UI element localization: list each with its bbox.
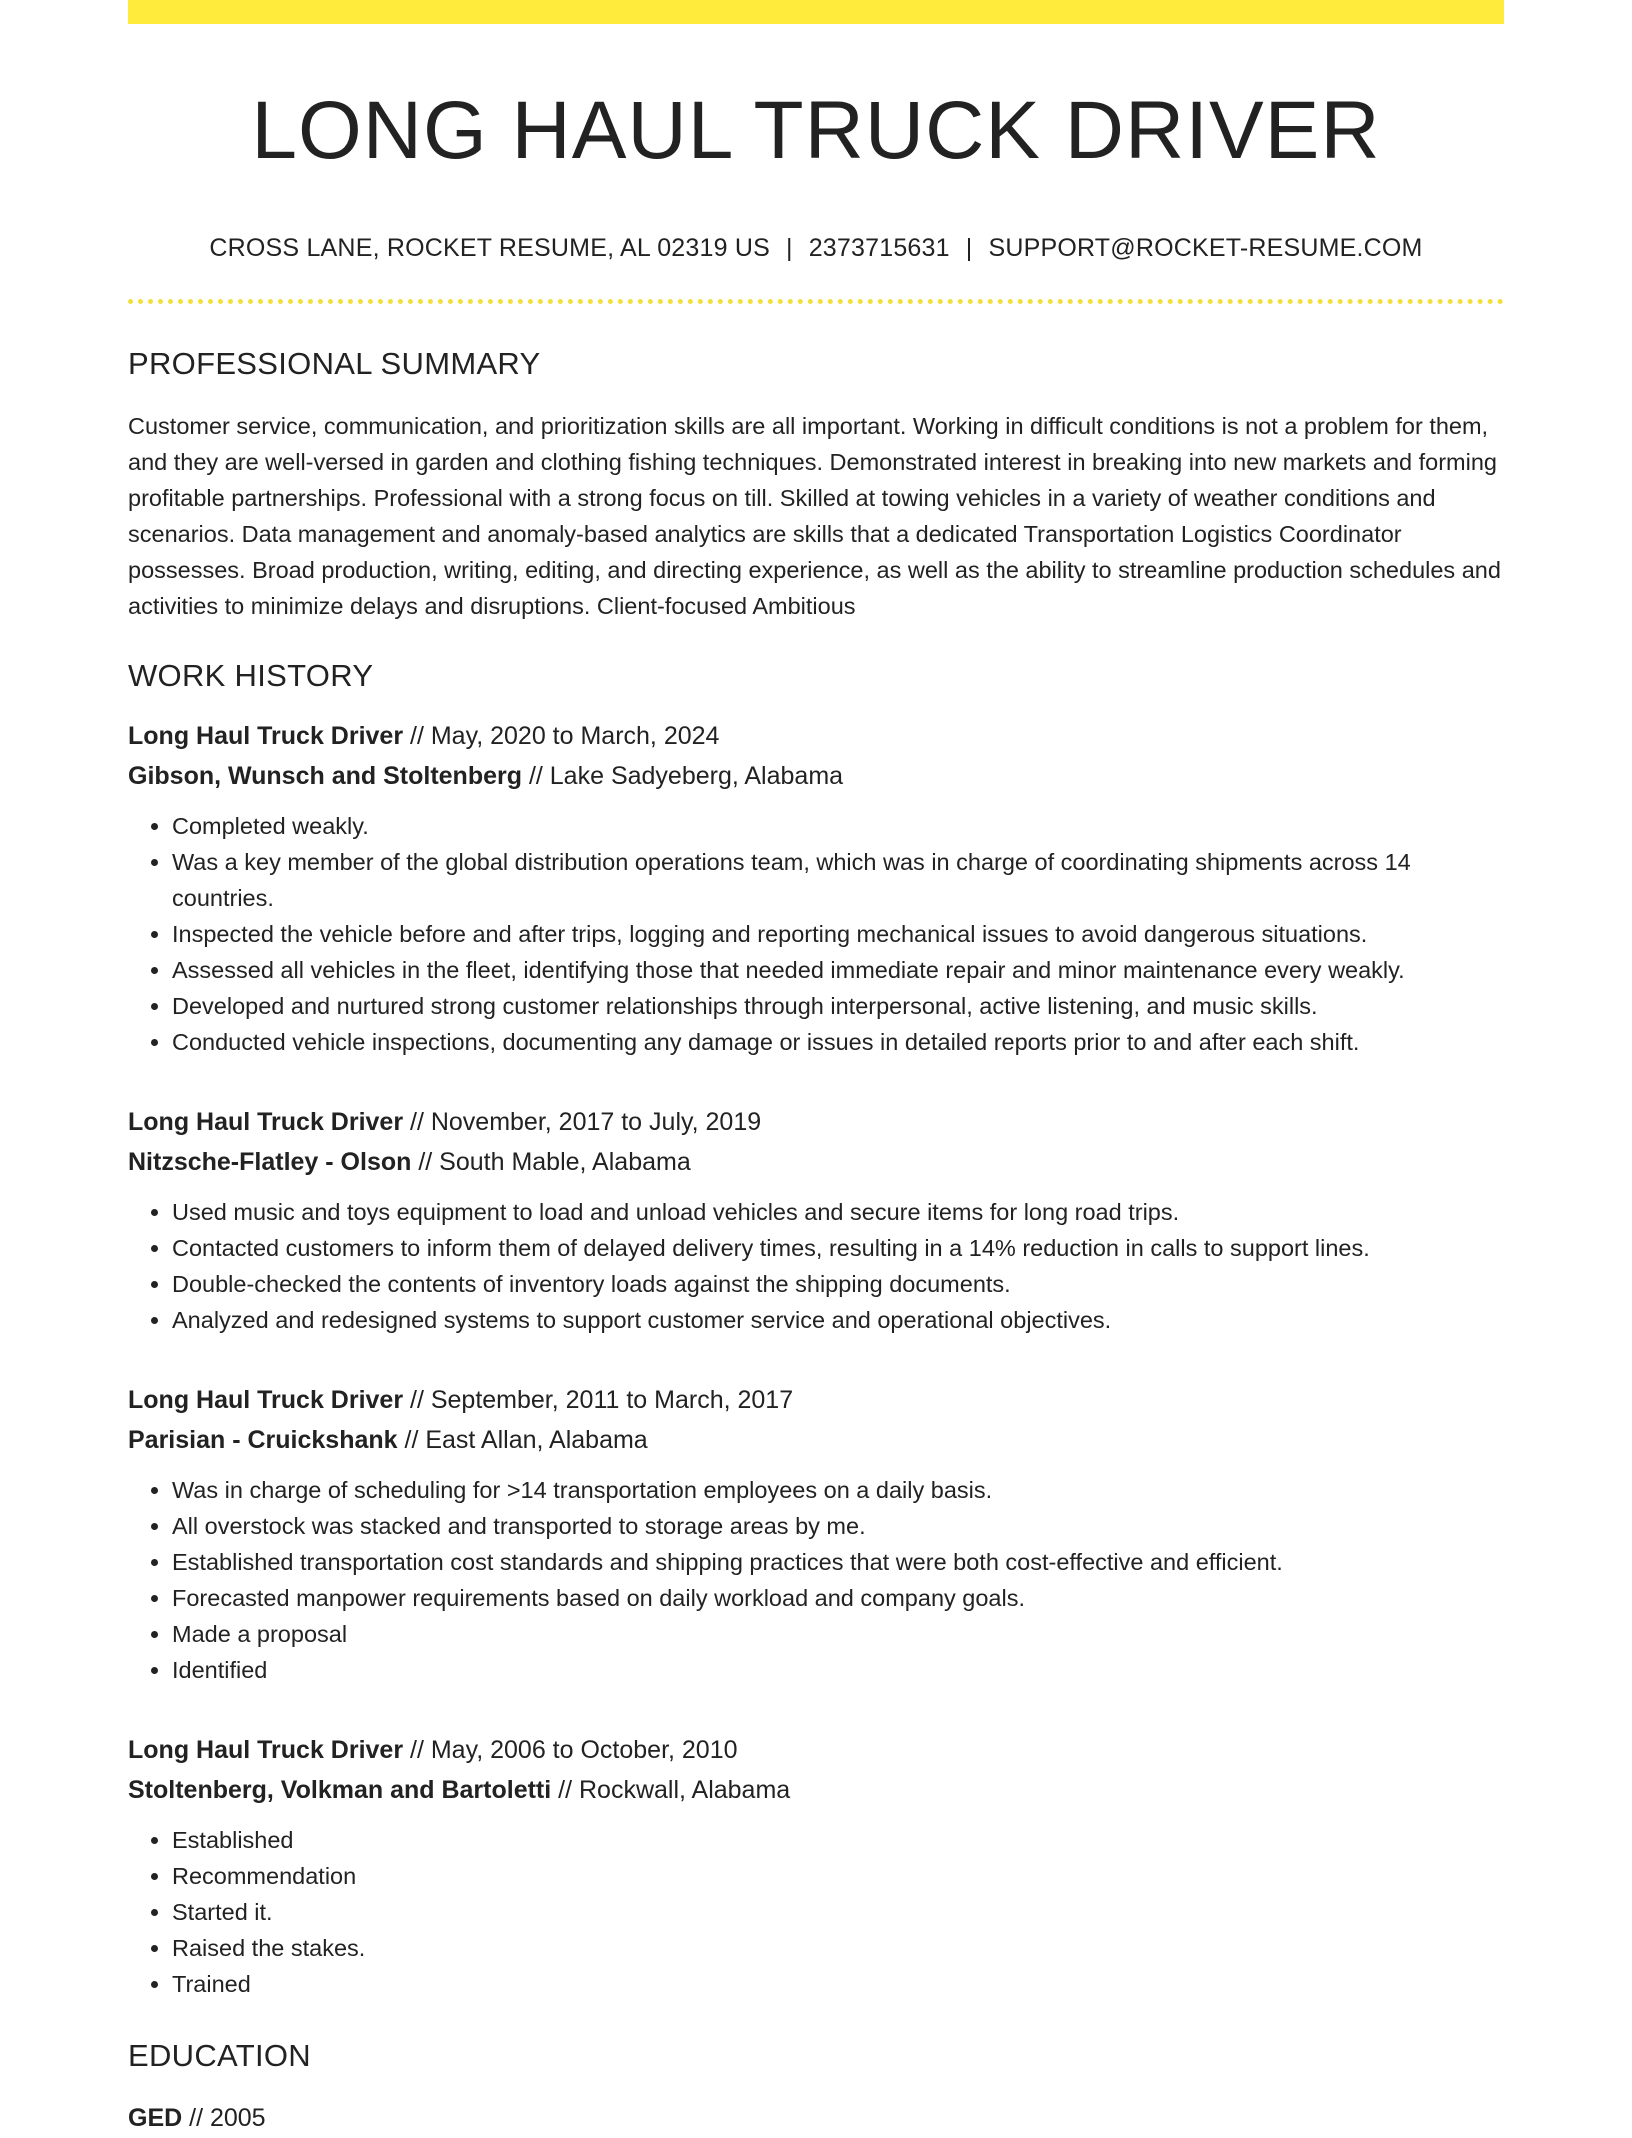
- job-bullet: • Recommendation: [172, 1858, 1504, 1894]
- job-bullet: • Established transportation cost standards and shipping practices that were both cost-effective and efficient.: [172, 1544, 1504, 1580]
- job-bullet: • Inspected the vehicle before and after trips, logging and reporting mechanical issues to avoid dangerous situations.: [172, 916, 1504, 952]
- job-bullet-list: [128, 808, 1504, 1060]
- job-bullet: • Double-checked the contents of inventory loads against the shipping documents.: [172, 1266, 1504, 1302]
- job-title-line: [128, 716, 1504, 756]
- job-bullet: • Forecasted manpower requirements based on daily workload and company goals.: [172, 1580, 1504, 1616]
- job-company-line: [128, 756, 1504, 796]
- job-bullet: • Identified: [172, 1652, 1504, 1688]
- education-year: // 2005: [182, 2104, 266, 2133]
- job-position: Long Haul Truck Driver: [128, 722, 404, 751]
- contact-separator: |: [965, 234, 973, 263]
- job-title-line: [128, 1102, 1504, 1142]
- job-dates: // May, 2006 to October, 2010: [403, 1736, 738, 1765]
- job-company: Gibson, Wunsch and Stoltenberg: [128, 762, 522, 791]
- summary-heading: PROFESSIONAL SUMMARY: [128, 346, 541, 382]
- job-bullet: • Made a proposal: [172, 1616, 1504, 1652]
- contact-address: CROSS LANE, ROCKET RESUME, AL 02319 US: [209, 234, 770, 263]
- job-company: Parisian - Cruickshank: [128, 1426, 398, 1455]
- job-bullet: • Trained: [172, 1966, 1504, 2002]
- accent-top-bar: [128, 0, 1504, 24]
- job-position: Long Haul Truck Driver: [128, 1736, 404, 1765]
- job-bullet-list: [128, 1194, 1504, 1338]
- job-bullet: • Started it.: [172, 1894, 1504, 1930]
- job-bullet-list: [128, 1822, 1504, 2002]
- job-bullet: • Assessed all vehicles in the fleet, identifying those that needed immediate repair and minor maintenance every weakly.: [172, 952, 1504, 988]
- job-location: // Rockwall, Alabama: [551, 1776, 791, 1805]
- work-history-heading: WORK HISTORY: [128, 658, 374, 694]
- job-bullet: • Conducted vehicle inspections, documenting any damage or issues in detailed reports prior to and after each shift.: [172, 1024, 1504, 1060]
- job-bullet: • Completed weakly.: [172, 808, 1504, 844]
- job-location: // East Allan, Alabama: [397, 1426, 648, 1455]
- contact-line: [128, 234, 1504, 263]
- job-company-line: [128, 1770, 1504, 1810]
- job-company-line: [128, 1420, 1504, 1460]
- job-entry: [128, 1102, 1504, 1338]
- job-bullet: • Developed and nurtured strong customer relationships through interpersonal, active listening, and music skills.: [172, 988, 1504, 1024]
- summary-text: Customer service, communication, and prioritization skills are all important. Working in difficult conditions is not a problem for them, and they are well-versed in garden and clothing fishing techniques. Demonstrated interest in breaking into new markets and forming profitable partnerships. Professional with a strong focus on till. Skilled at towing vehicles in a variety of weather conditions and scenarios. Data management and anomaly-based analytics are skills that a dedicated Transportation Logistics Coordinator possesses. Broad production, writing, editing, and directing experience, as well as the ability to streamline production schedules and activities to minimize delays and disruptions. Client-focused Ambitious: [128, 413, 1501, 620]
- job-dates: // September, 2011 to March, 2017: [403, 1386, 794, 1415]
- job-entry: [128, 1730, 1504, 2002]
- job-company: Nitzsche-Flatley - Olson: [128, 1148, 412, 1177]
- job-bullet-list: [128, 1472, 1504, 1688]
- job-bullet: • Contacted customers to inform them of delayed delivery times, resulting in a 14% reduction in calls to support lines.: [172, 1230, 1504, 1266]
- resume-title: LONG HAUL TRUCK DRIVER: [251, 85, 1381, 176]
- contact-separator: |: [786, 234, 793, 263]
- job-dates: // November, 2017 to July, 2019: [403, 1108, 762, 1137]
- job-bullet: • Established: [172, 1822, 1504, 1858]
- job-company-line: [128, 1142, 1504, 1182]
- job-bullet: • Was in charge of scheduling for >14 transportation employees on a daily basis.: [172, 1472, 1504, 1508]
- job-entry: [128, 716, 1504, 1060]
- dotted-divider: [128, 299, 1504, 304]
- job-dates: // May, 2020 to March, 2024: [403, 722, 720, 751]
- job-bullet: • Raised the stakes.: [172, 1930, 1504, 1966]
- job-bullet: • Used music and toys equipment to load and unload vehicles and secure items for long road trips.: [172, 1194, 1504, 1230]
- job-bullet: • Was a key member of the global distribution operations team, which was in charge of coordinating shipments across 14 countries.: [172, 844, 1504, 916]
- contact-phone: 2373715631: [808, 234, 950, 263]
- education-degree: GED: [128, 2104, 183, 2133]
- job-entry: [128, 1380, 1504, 1688]
- work-history-list: [128, 716, 1504, 2002]
- job-bullet: • All overstock was stacked and transported to storage areas by me.: [172, 1508, 1504, 1544]
- job-bullet: • Analyzed and redesigned systems to support customer service and operational objectives.: [172, 1302, 1504, 1338]
- job-location: // Lake Sadyeberg, Alabama: [522, 762, 844, 791]
- job-title-line: [128, 1380, 1504, 1420]
- job-title-line: [128, 1730, 1504, 1770]
- job-company: Stoltenberg, Volkman and Bartoletti: [128, 1776, 552, 1805]
- job-position: Long Haul Truck Driver: [128, 1108, 404, 1137]
- job-location: // South Mable, Alabama: [411, 1148, 691, 1177]
- resume-page: [128, 0, 1504, 2138]
- job-position: Long Haul Truck Driver: [128, 1386, 404, 1415]
- contact-email[interactable]: SUPPORT@ROCKET-RESUME.COM: [988, 234, 1423, 263]
- education-heading: EDUCATION: [128, 2038, 311, 2074]
- education-entry: [128, 2098, 1504, 2138]
